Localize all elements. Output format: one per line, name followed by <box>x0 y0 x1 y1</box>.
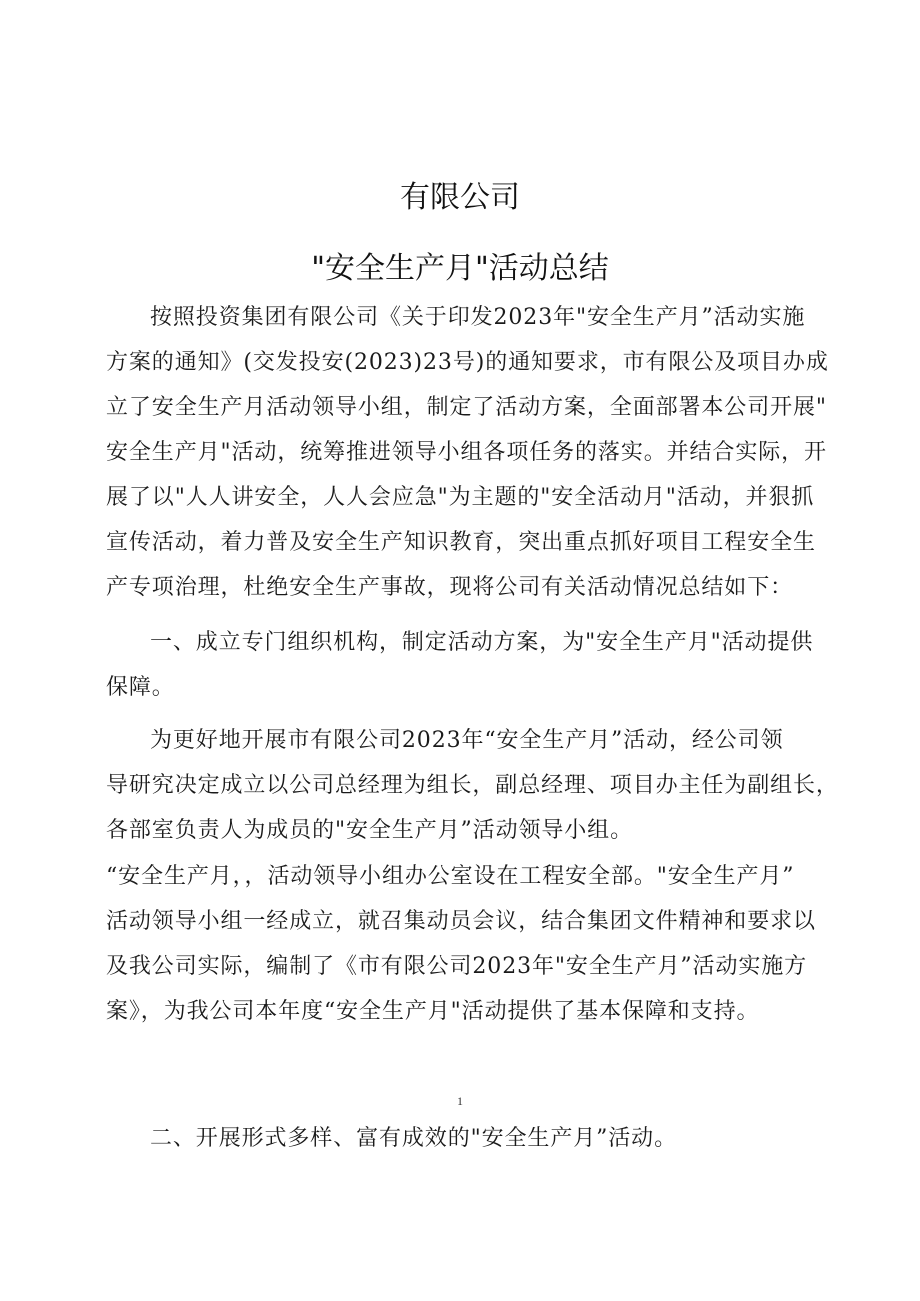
paragraph-line: 按照投资集团有限公司《关于印发2023年"安全生产月”活动实施 <box>150 305 806 330</box>
document-title-main: "安全生产月"活动总结 <box>311 251 609 286</box>
paragraph-line: 方案的通知》(交发投安(2023)23号)的通知要求，市有限公及项目办成 <box>106 350 829 375</box>
section-heading: 一、成立专门组织机构，制定活动方案，为"安全生产月"活动提供 <box>150 630 814 655</box>
section-heading: 二、开展形式多样、富有成效的"安全生产月”活动。 <box>150 1126 677 1151</box>
paragraph-line: 为更好地开展市有限公司2023年“安全生产月”活动，经公司领 <box>150 728 784 753</box>
paragraph-line: 案》，为我公司本年度“安全生产月"活动提供了基本保障和支持。 <box>106 999 760 1024</box>
paragraph-line: 宣传活动，着力普及安全生产知识教育，突出重点抓好项目工程安全生 <box>106 530 816 555</box>
paragraph-line: 各部室负责人为成员的"安全生产月”活动领导小组。 <box>106 818 633 843</box>
paragraph-line: 活动领导小组一经成立，就召集动员会议，结合集团文件精神和要求以 <box>106 909 816 934</box>
paragraph-line: 及我公司实际，编制了《市有限公司2023年"安全生产月”活动实施方 <box>106 954 808 979</box>
paragraph-line: “安全生产月，，活动领导小组办公室设在工程安全部。"安全生产月” <box>106 864 795 889</box>
paragraph-line: 导研究决定成立以公司总经理为组长，副总经理、项目办主任为副组长， <box>106 773 839 798</box>
paragraph-line: 立了安全生产月活动领导小组，制定了活动方案，全面部署本公司开展" <box>106 395 827 420</box>
paragraph-line: 展了以"人人讲安全，人人会应急"为主题的"安全活动月"活动，并狠抓 <box>106 485 815 510</box>
document-title-company: 有限公司 <box>400 180 520 215</box>
section-heading-line: 保障。 <box>106 675 175 700</box>
paragraph-line: 安全生产月"活动，统筹推进领导小组各项任务的落实。并结合实际，开 <box>106 440 827 465</box>
paragraph-line: 产专项治理，杜绝安全生产事故，现将公司有关活动情况总结如下： <box>106 575 794 600</box>
page-number: 1 <box>457 1094 463 1108</box>
